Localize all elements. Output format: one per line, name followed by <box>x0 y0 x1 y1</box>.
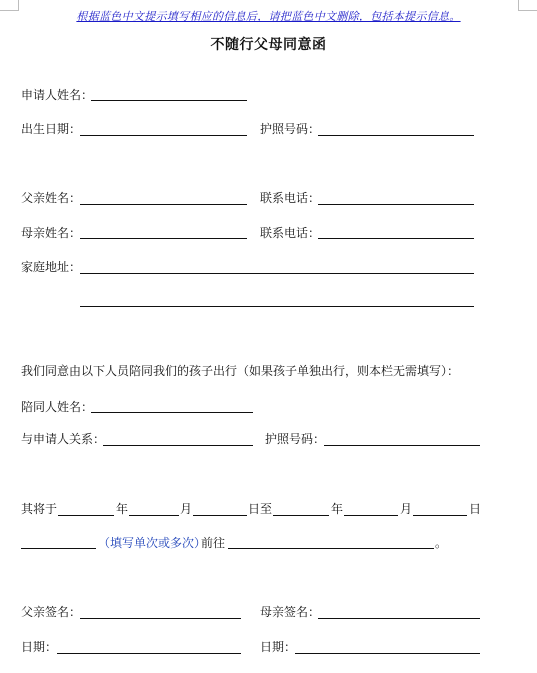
applicant-name-label: 申请人姓名： <box>21 88 94 102</box>
end-month-field[interactable] <box>344 515 398 516</box>
end-day-unit: 日 <box>469 502 482 516</box>
companion-name-field[interactable] <box>91 412 253 413</box>
mother-name-label: 母亲姓名： <box>21 226 82 240</box>
start-month-unit: 月 <box>180 502 193 516</box>
end-year-field[interactable] <box>273 515 329 516</box>
end-year-unit: 年 <box>331 502 344 516</box>
destination-label: 前往 <box>201 536 226 550</box>
document-title: 不随行父母同意函 <box>210 37 327 53</box>
instruction-note: 根据蓝色中文提示填写相应的信息后，请把蓝色中文删除，包括本提示信息。 <box>76 10 461 23</box>
father-date-field[interactable] <box>57 653 241 654</box>
mother-date-field[interactable] <box>295 653 480 654</box>
mother-name-field[interactable] <box>80 238 247 239</box>
start-year-field[interactable] <box>58 515 114 516</box>
companion-passport-label: 护照号码： <box>265 432 326 446</box>
father-name-label: 父亲姓名： <box>21 191 82 205</box>
passport-number-field[interactable] <box>318 135 474 136</box>
father-phone-field[interactable] <box>318 204 474 205</box>
home-address-field-line-1[interactable] <box>80 273 474 274</box>
end-day-field[interactable] <box>413 515 467 516</box>
companion-name-label: 陪同人姓名： <box>21 400 94 414</box>
home-address-field-line-2[interactable] <box>80 306 474 307</box>
father-phone-label: 联系电话： <box>260 191 321 205</box>
start-year-unit: 年 <box>116 502 129 516</box>
destination-period: 。 <box>435 536 448 550</box>
applicant-name-field[interactable] <box>91 100 247 101</box>
passport-number-label: 护照号码： <box>260 122 321 136</box>
mother-signature-label: 母亲签名： <box>260 605 321 619</box>
home-address-label: 家庭地址： <box>21 260 82 274</box>
trip-frequency-field[interactable] <box>21 548 96 549</box>
mother-phone-label: 联系电话： <box>260 226 321 240</box>
consent-statement: 我们同意由以下人员陪同我们的孩子出行（如果孩子单独出行，则本栏无需填写）： <box>21 364 460 378</box>
mother-phone-field[interactable] <box>318 238 474 239</box>
destination-field[interactable] <box>228 548 434 549</box>
mother-date-label: 日期： <box>260 640 297 654</box>
mother-signature-field[interactable] <box>318 618 480 619</box>
start-day-to: 日至 <box>248 502 273 516</box>
father-name-field[interactable] <box>80 204 247 205</box>
start-month-field[interactable] <box>129 515 179 516</box>
travel-prefix: 其将于 <box>21 502 58 516</box>
end-month-unit: 月 <box>400 502 413 516</box>
relation-field[interactable] <box>103 445 253 446</box>
father-signature-label: 父亲签名： <box>21 605 82 619</box>
father-date-label: 日期： <box>21 640 58 654</box>
father-signature-field[interactable] <box>80 618 241 619</box>
relation-label: 与申请人关系： <box>21 432 106 446</box>
birth-date-label: 出生日期： <box>21 122 82 136</box>
start-day-field[interactable] <box>193 515 247 516</box>
companion-passport-field[interactable] <box>324 445 480 446</box>
birth-date-field[interactable] <box>80 135 247 136</box>
frequency-hint: （填写单次或多次） <box>98 536 207 550</box>
